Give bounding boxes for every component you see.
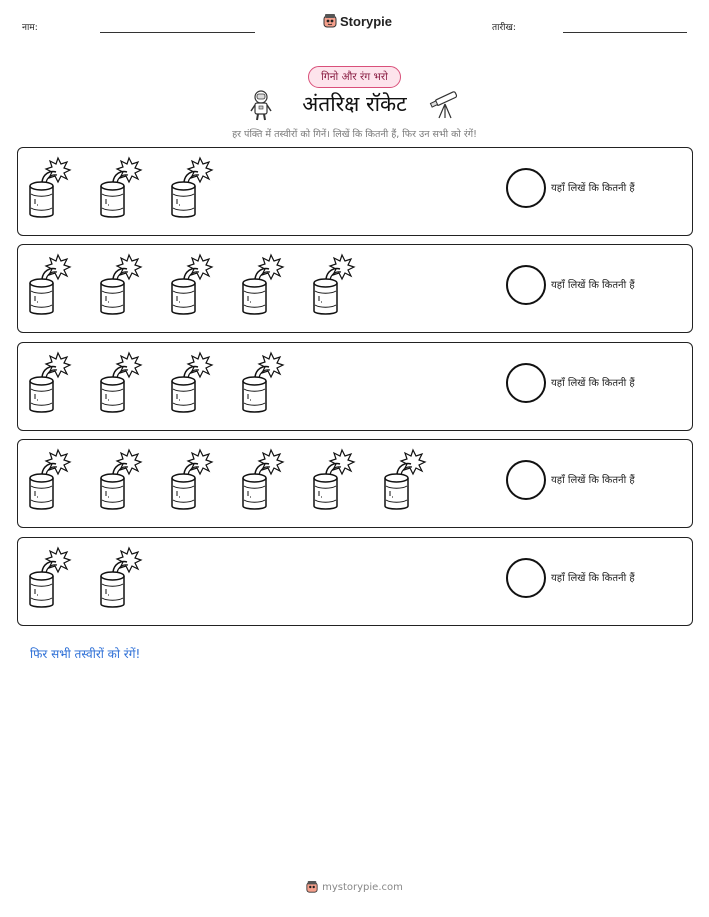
count-row: [17, 342, 693, 431]
site-url[interactable]: mystorypie.com: [322, 881, 403, 893]
name-label: नाम:: [22, 23, 38, 33]
firecracker-can-icon: [170, 253, 214, 317]
name-write-line: [100, 32, 255, 33]
count-row: [17, 537, 693, 626]
firecracker-can-icon: [99, 253, 143, 317]
title-row: [0, 88, 709, 124]
telescope-icon: [429, 90, 461, 120]
answer-hint: यहाँ लिखें कि कितनी हैं: [551, 378, 635, 389]
firecracker-can-icon: [99, 448, 143, 512]
brand-logo: [323, 13, 392, 29]
activity-tag: गिनो और रंग भरो: [308, 66, 401, 88]
firecracker-can-icon: [170, 156, 214, 220]
firecracker-can-icon: [28, 546, 72, 610]
site-footer: [0, 880, 709, 894]
firecracker-can-icon: [170, 351, 214, 415]
count-row: [17, 244, 693, 333]
answer-hint: यहाँ लिखें कि कितनी हैं: [551, 280, 635, 291]
instructions: हर पंक्ति में तस्वीरों को गिनें। लिखें कि कितनी हैं, फिर उन सभी को रंगें!: [232, 129, 477, 140]
color-all-note: फिर सभी तस्वीरों को रंगें!: [30, 647, 141, 661]
storypie-mascot-icon: [323, 13, 337, 29]
firecracker-can-icon: [312, 253, 356, 317]
firecracker-can-icon: [312, 448, 356, 512]
firecracker-can-icon: [170, 448, 214, 512]
firecracker-can-icon: [28, 156, 72, 220]
answer-circle[interactable]: [506, 558, 546, 598]
firecracker-can-icon: [383, 448, 427, 512]
firecracker-can-icon: [99, 546, 143, 610]
date-label: तारीख:: [492, 23, 516, 33]
count-row: [17, 439, 693, 528]
storypie-mascot-icon: [306, 880, 318, 894]
worksheet-title: अंतरिक्ष रॉकेट: [302, 92, 407, 116]
firecracker-can-icon: [99, 156, 143, 220]
firecracker-can-icon: [241, 253, 285, 317]
firecracker-can-icon: [28, 448, 72, 512]
answer-hint: यहाँ लिखें कि कितनी हैं: [551, 573, 635, 584]
answer-circle[interactable]: [506, 265, 546, 305]
firecracker-can-icon: [241, 448, 285, 512]
answer-circle[interactable]: [506, 460, 546, 500]
firecracker-can-icon: [28, 351, 72, 415]
answer-circle[interactable]: [506, 168, 546, 208]
count-row: [17, 147, 693, 236]
answer-hint: यहाँ लिखें कि कितनी हैं: [551, 183, 635, 194]
firecracker-can-icon: [99, 351, 143, 415]
brand-name: Storypie: [340, 13, 393, 29]
worksheet-header: [0, 0, 709, 40]
firecracker-can-icon: [28, 253, 72, 317]
date-write-line: [563, 32, 687, 33]
answer-hint: यहाँ लिखें कि कितनी हैं: [551, 475, 635, 486]
firecracker-can-icon: [241, 351, 285, 415]
answer-circle[interactable]: [506, 363, 546, 403]
